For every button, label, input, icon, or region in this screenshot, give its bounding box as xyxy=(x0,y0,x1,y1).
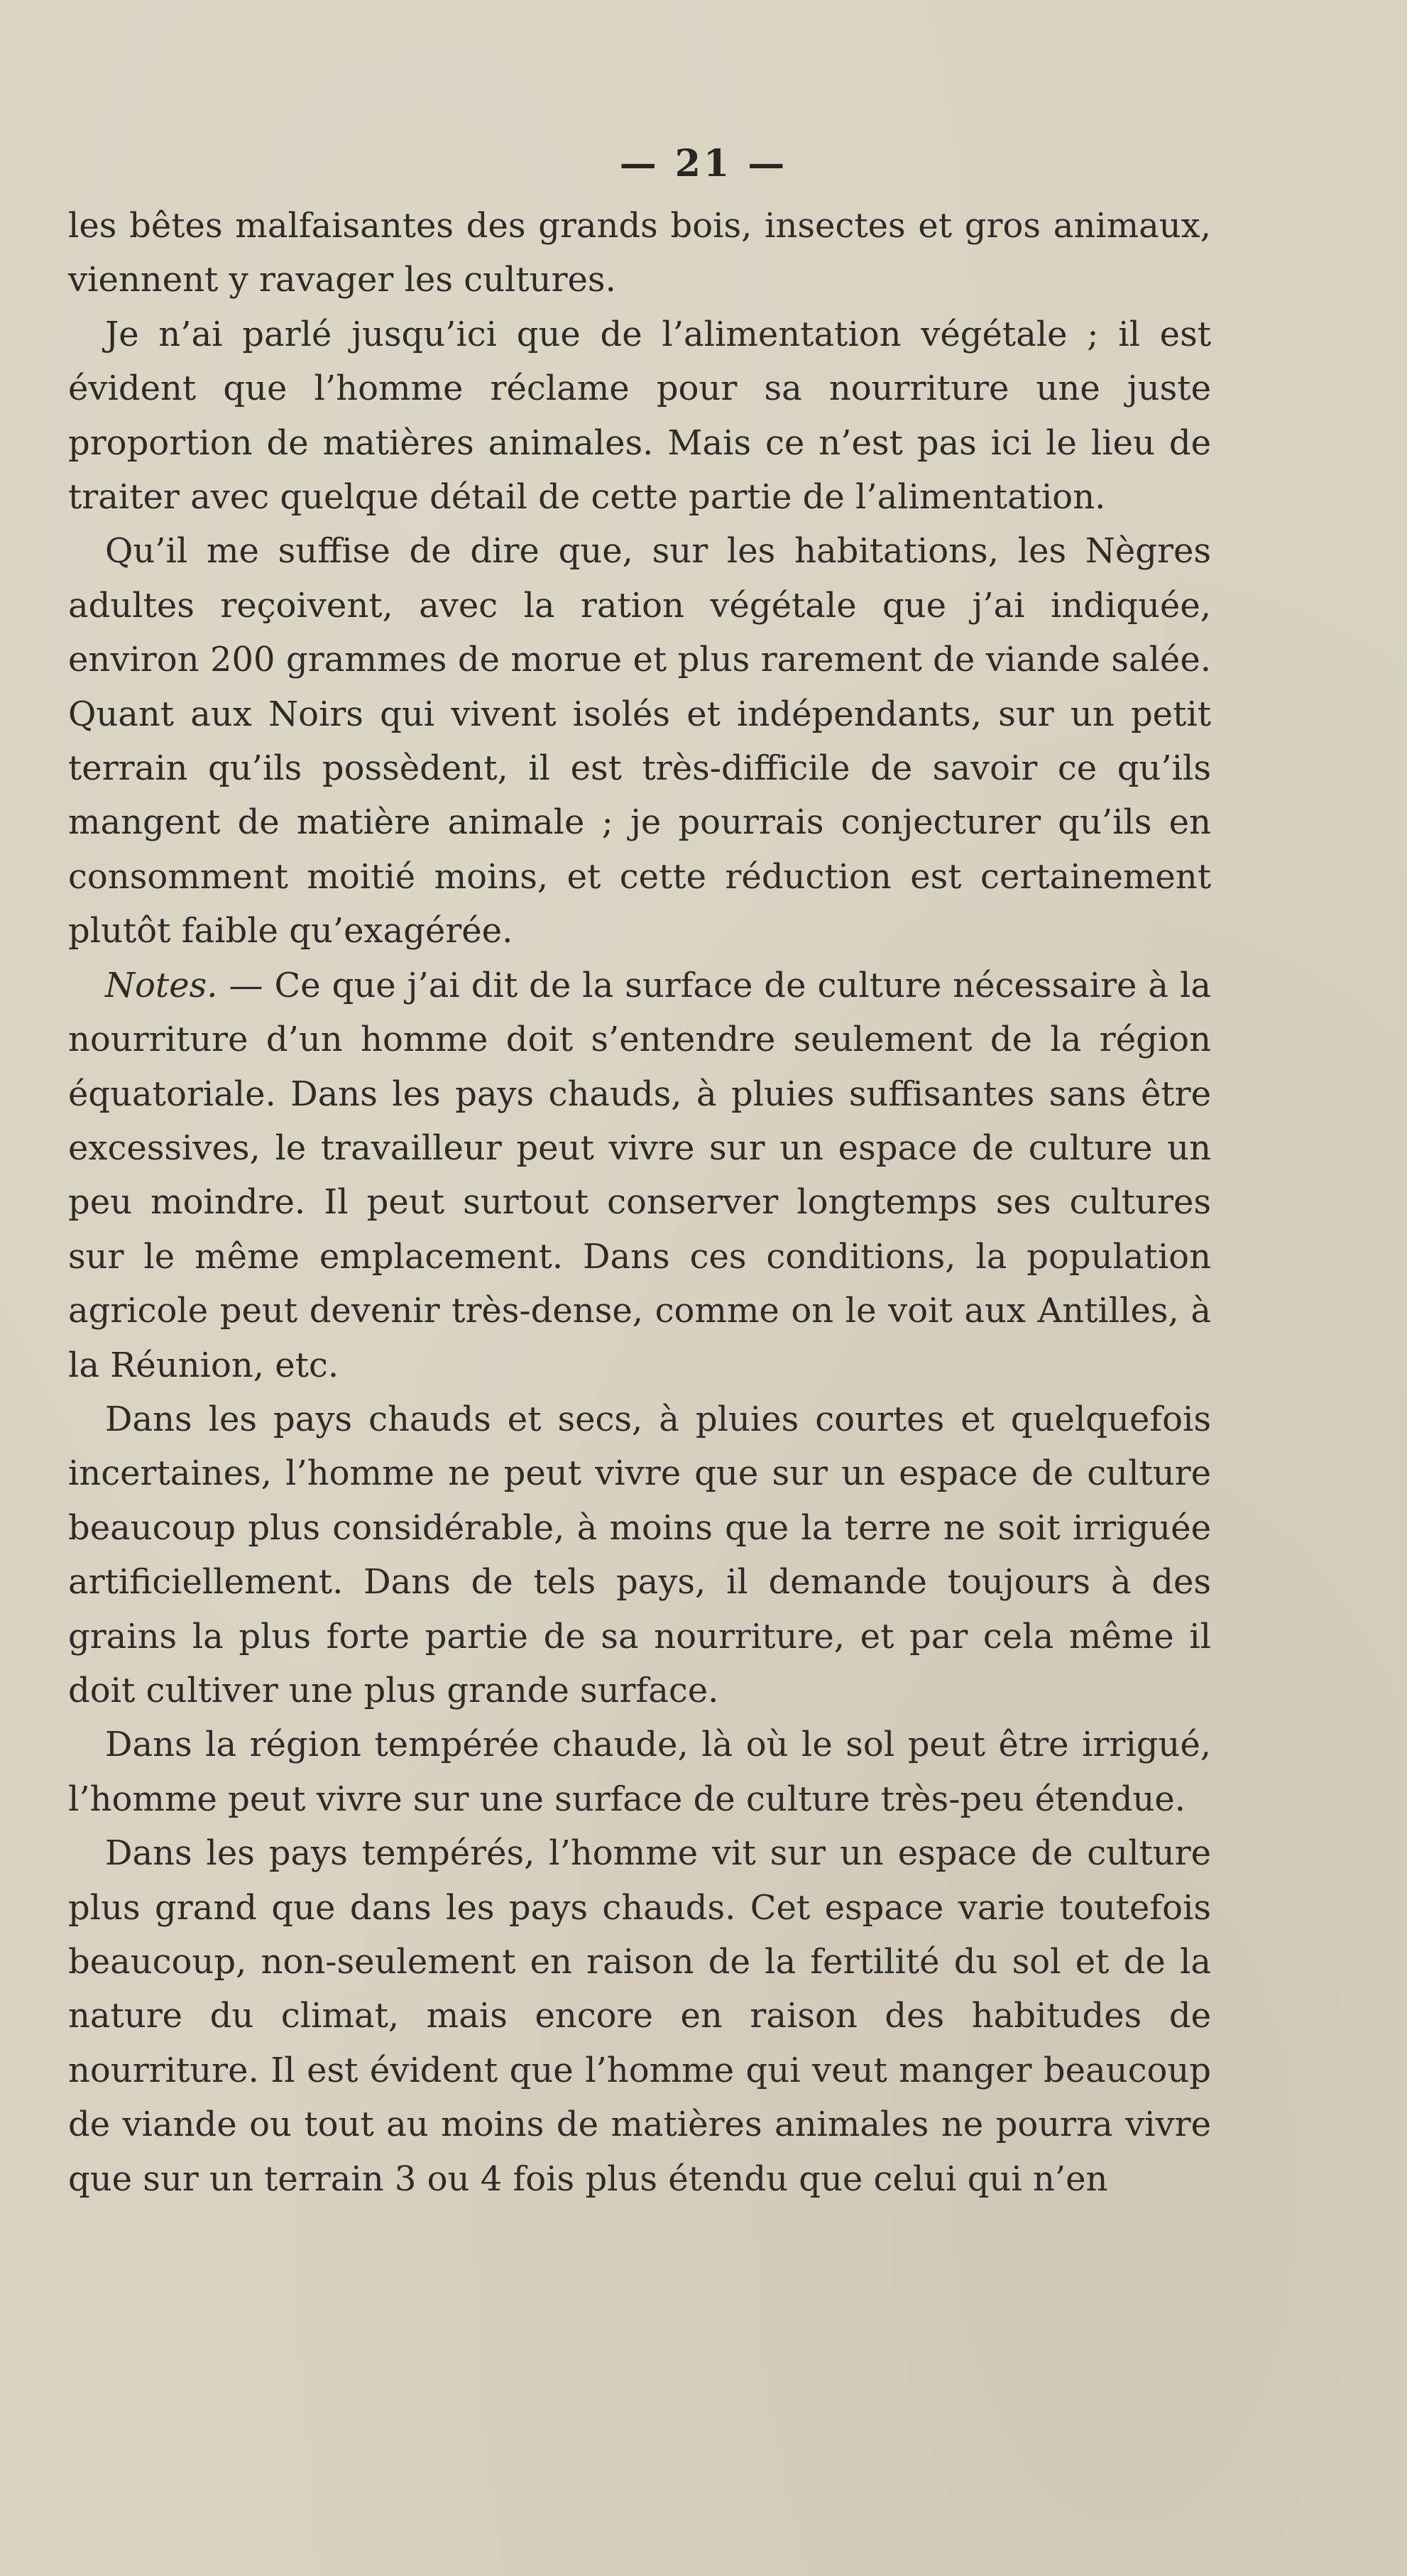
body-text xyxy=(68,199,1211,2206)
paragraph-continuation xyxy=(68,199,1211,307)
notes-label: Notes. xyxy=(105,965,218,1005)
paragraph xyxy=(68,307,1211,525)
paragraph xyxy=(68,1392,1211,1718)
paragraph-text: Dans la région tempérée chaude, là où le sol peut être irrigué, l’homme peut vivre sur une surface de culture très-peu étendue. xyxy=(68,1725,1211,1819)
paragraph xyxy=(68,1826,1211,2206)
notes-paragraph xyxy=(68,959,1211,1392)
paragraph-text: Dans les pays chauds et secs, à pluies courtes et quelquefois incertaines, l’homme ne peut vivre que sur un espace de culture beaucoup plus considérable, à moins que la terre ne soit irriguée artificiellement. Dans de tels pays, il demande toujours à des grains la plus forte partie de sa nourriture, et par cela même il doit cultiver une plus grande surface. xyxy=(68,1399,1211,1710)
paragraph xyxy=(68,524,1211,958)
page-number: — 21 — xyxy=(619,142,788,185)
paragraph-text: Je n’ai parlé jusqu’ici que de l’alimentation végétale ; il est évident que l’homme réclame pour sa nourriture une juste proportion de matières animales. Mais ce n’est pas ici le lieu de traiter avec quelque détail de cette partie de l’alimentation. xyxy=(68,314,1211,518)
paragraph-text: Qu’il me suffise de dire que, sur les habitations, les Nègres adultes reçoivent, avec la ration végétale que j’ai indiquée, environ 200 grammes de morue et plus rarement de viande salée. Quant aux Noirs qui vivent isolés et indépendants, sur un petit terrain qu’ils possèdent, il est très-difficile de savoir ce qu’ils mangent de matière animale ; je pourrais conjecturer qu’ils en consomment moitié moins, et cette réduction est certainement plutôt faible qu’exagérée. xyxy=(68,531,1211,951)
paragraph-text: Dans les pays tempérés, l’homme vit sur un espace de culture plus grand que dans les pays chauds. Cet espace varie toutefois beaucoup, non-seulement en raison de la fertilité du sol et de la nature du climat, mais encore en raison des habitudes de nourriture. Il est évident que l’homme qui veut manger beaucoup de viande ou tout au moins de matières animales ne pourra vivre que sur un terrain 3 ou 4 fois plus étendu que celui qui n’en xyxy=(68,1833,1211,2199)
paragraph-text: les bêtes malfaisantes des grands bois, insectes et gros animaux, viennent y ravager les cultures. xyxy=(68,206,1211,300)
paragraph xyxy=(68,1718,1211,1826)
paragraph-text: — Ce que j’ai dit de la surface de culture nécessaire à la nourriture d’un homme doit s’entendre seulement de la région équatoriale. Dans les pays chauds, à pluies suffisantes sans être excessives, le travailleur peut vivre sur un espace de culture un peu moindre. Il peut surtout conserver longtemps ses cultures sur le même emplacement. Dans ces conditions, la population agricole peut devenir très-dense, comme on le voit aux Antilles, à la Réunion, etc. xyxy=(68,965,1211,1385)
